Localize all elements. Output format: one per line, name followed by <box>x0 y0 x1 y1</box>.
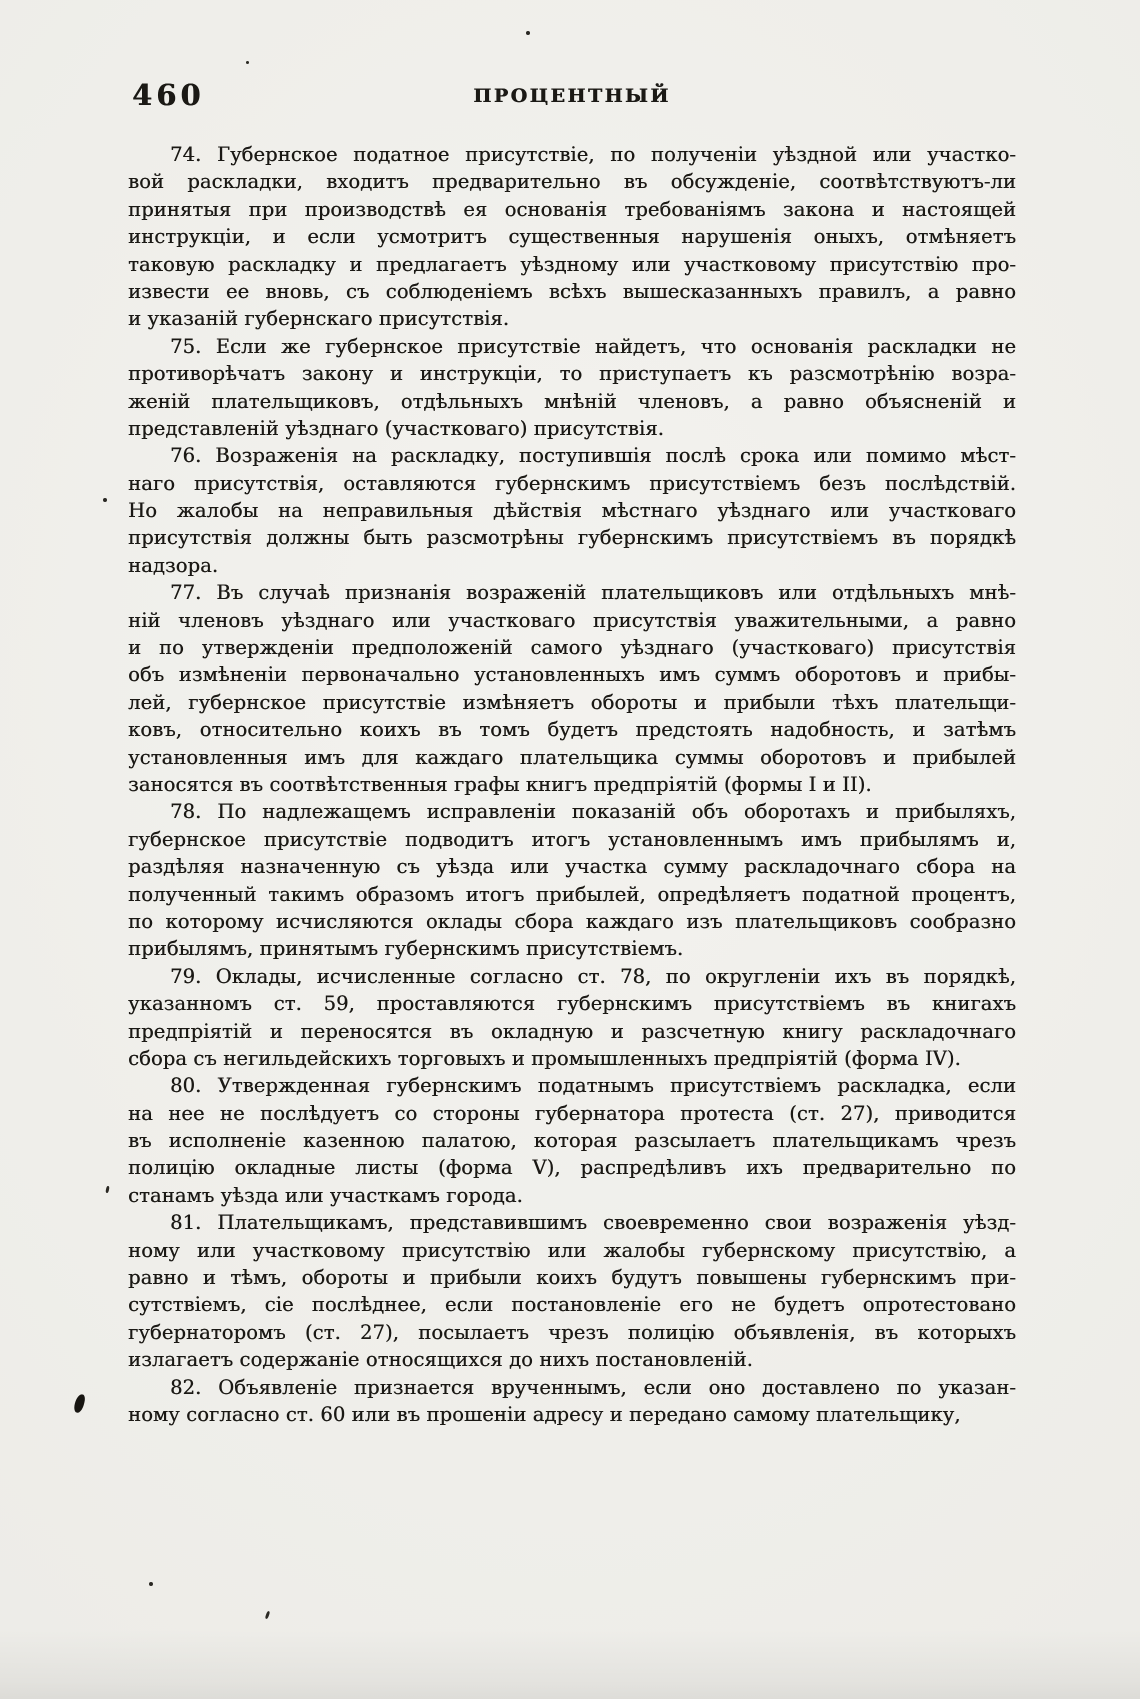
article-80 <box>128 1072 1016 1209</box>
article-82 <box>128 1374 1016 1429</box>
text-line: таковую раскладку и предлагаетъ уѣздному или участковому присутствію про- <box>128 252 1016 276</box>
article-77 <box>128 579 1016 798</box>
text-line: присутствія должны быть разсмотрѣны губернскимъ присутствіемъ въ порядкѣ <box>128 526 1016 550</box>
text-line: прибылямъ, принятымъ губернскимъ присутствіемъ. <box>128 937 684 961</box>
text-line: 80. Утвержденная губернскимъ податнымъ присутствіемъ раскладка, если <box>170 1074 1016 1098</box>
text-line: равно и тѣмъ, обороты и прибыли коихъ будутъ повышены губернскимъ при- <box>128 1266 1016 1290</box>
ink-speck <box>265 1611 271 1620</box>
text-line: губернаторомъ (ст. 27), посылаетъ чрезъ полицію объявленія, въ которыхъ <box>128 1320 1016 1344</box>
article-78 <box>128 798 1016 962</box>
text-line: инструкціи, и если усмотритъ существенныя нарушенія оныхъ, отмѣняетъ <box>128 225 1016 249</box>
text-line: противорѣчатъ закону и инструкціи, то приступаетъ къ разсмотрѣнію возра- <box>128 362 1016 386</box>
text-line: по которому исчисляются оклады сбора каждаго изъ плательщиковъ сообразно <box>128 909 1016 933</box>
text-line: 76. Возраженія на раскладку, поступившія послѣ срока или помимо мѣст- <box>170 444 1016 468</box>
text-line: и указаній губернскаго присутствія. <box>128 307 510 331</box>
text-line: извести ее вновь, съ соблюденіемъ всѣхъ вышесказанныхъ правилъ, а равно <box>128 279 1016 303</box>
page-edge-shadow <box>0 1629 1140 1699</box>
text-line: сутствіемъ, сіе послѣднее, если постановленіе его не будетъ опротестовано <box>128 1293 1016 1317</box>
text-line: надзора. <box>128 553 219 577</box>
article-76 <box>128 442 1016 579</box>
text-line: 78. По надлежащемъ исправленіи показаній объ оборотахъ и прибыляхъ, <box>170 800 1016 824</box>
ink-speck <box>246 61 249 64</box>
text-line: полученный такимъ образомъ итогъ прибылей, опредѣляетъ податной процентъ, <box>128 882 1016 906</box>
ink-speck <box>105 1186 109 1193</box>
text-line: губернское присутствіе подводитъ итогъ установленнымъ имъ прибылямъ и, <box>128 827 1016 851</box>
text-line: установленныя имъ для каждаго плательщика суммы оборотовъ и прибылей <box>128 745 1016 769</box>
text-line: 74. Губернское податное присутствіе, по полученіи уѣздной или участко- <box>170 143 1016 166</box>
text-line: представленій уѣзднаго (участковаго) присутствія. <box>128 416 664 440</box>
article-81 <box>128 1209 1016 1373</box>
text-line: Но жалобы на неправильныя дѣйствія мѣстнаго уѣзднаго или участковаго <box>128 499 1016 523</box>
text-line: 81. Плательщикамъ, представившимъ своевременно свои возраженія уѣзд- <box>170 1211 1016 1235</box>
ink-blot <box>73 1393 86 1414</box>
text-line: заносятся въ соотвѣтственныя графы книгъ предпріятій (формы I и II). <box>128 772 872 796</box>
text-block <box>128 141 1016 1428</box>
text-line: и по утвержденіи предположеній самого уѣзднаго (участковаго) присутствія <box>128 636 1016 660</box>
ink-speck <box>103 498 107 502</box>
ink-speck <box>149 1582 153 1586</box>
text-line: ній членовъ уѣзднаго или участковаго присутствія уважительными, а равно <box>128 608 1016 632</box>
text-line: указанномъ ст. 59, проставляются губернскимъ присутствіемъ въ книгахъ <box>128 992 1016 1016</box>
page-number: 460 <box>132 78 205 112</box>
text-line: вой раскладки, входитъ предварительно въ обсужденіе, соотвѣтствуютъ-ли <box>128 170 1016 194</box>
text-line: въ исполненіе казенною палатою, которая разсылаетъ плательщикамъ чрезъ <box>128 1129 1016 1153</box>
text-line: женій плательщиковъ, отдѣльныхъ мнѣній членовъ, а равно объясненій и <box>128 389 1016 413</box>
text-line: сбора съ негильдейскихъ торговыхъ и промышленныхъ предпріятій (форма IV). <box>128 1046 961 1070</box>
running-title: ПРОЦЕНТНЫЙ <box>473 85 671 107</box>
text-line: станамъ уѣзда или участкамъ города. <box>128 1183 523 1207</box>
article-79 <box>128 963 1016 1073</box>
text-line: ковъ, относительно коихъ въ томъ будетъ предстоять надобность, и затѣмъ <box>128 718 1016 742</box>
text-line: раздѣляя назначенную съ уѣзда или участка сумму раскладочнаго сбора на <box>128 855 1016 879</box>
text-line: лей, губернское присутствіе измѣняетъ обороты и прибыли тѣхъ плательщи- <box>128 690 1016 714</box>
text-line: предпріятій и переносятся въ окладную и разсчетную книгу раскладочнаго <box>128 1019 1016 1043</box>
text-line: наго присутствія, оставляются губернскимъ присутствіемъ безъ послѣдствій. <box>128 471 1016 495</box>
text-line: принятыя при производствѣ ея основанія требованіямъ закона и настоящей <box>128 197 1016 221</box>
text-line: ному согласно ст. 60 или въ прошеніи адресу и передано самому плательщику, <box>128 1402 961 1426</box>
article-74 <box>128 141 1016 333</box>
text-line: излагаетъ содержаніе относящихся до нихъ постановленій. <box>128 1348 753 1372</box>
text-line: 79. Оклады, исчисленные согласно ст. 78, по округленіи ихъ въ порядкѣ, <box>170 964 1016 988</box>
text-line: ному или участковому присутствію или жалобы губернскому присутствію, а <box>128 1238 1016 1262</box>
article-75 <box>128 333 1016 443</box>
ink-speck <box>526 31 530 35</box>
text-line: объ измѣненіи первоначально установленныхъ имъ суммъ оборотовъ и прибы- <box>128 663 1016 687</box>
text-line: 75. Если же губернское присутствіе найдетъ, что основанія раскладки не <box>170 334 1016 358</box>
text-line: на нее не послѣдуетъ со стороны губернатора протеста (ст. 27), приводится <box>128 1101 1016 1125</box>
text-line: 82. Объявленіе признается врученнымъ, если оно доставлено по указан- <box>170 1375 1016 1399</box>
text-line: 77. Въ случаѣ признанія возраженій плательщиковъ или отдѣльныхъ мнѣ- <box>170 581 1016 605</box>
text-line: полицію окладные листы (форма V), распредѣливъ ихъ предварительно по <box>128 1156 1016 1180</box>
page-header <box>128 78 1016 114</box>
